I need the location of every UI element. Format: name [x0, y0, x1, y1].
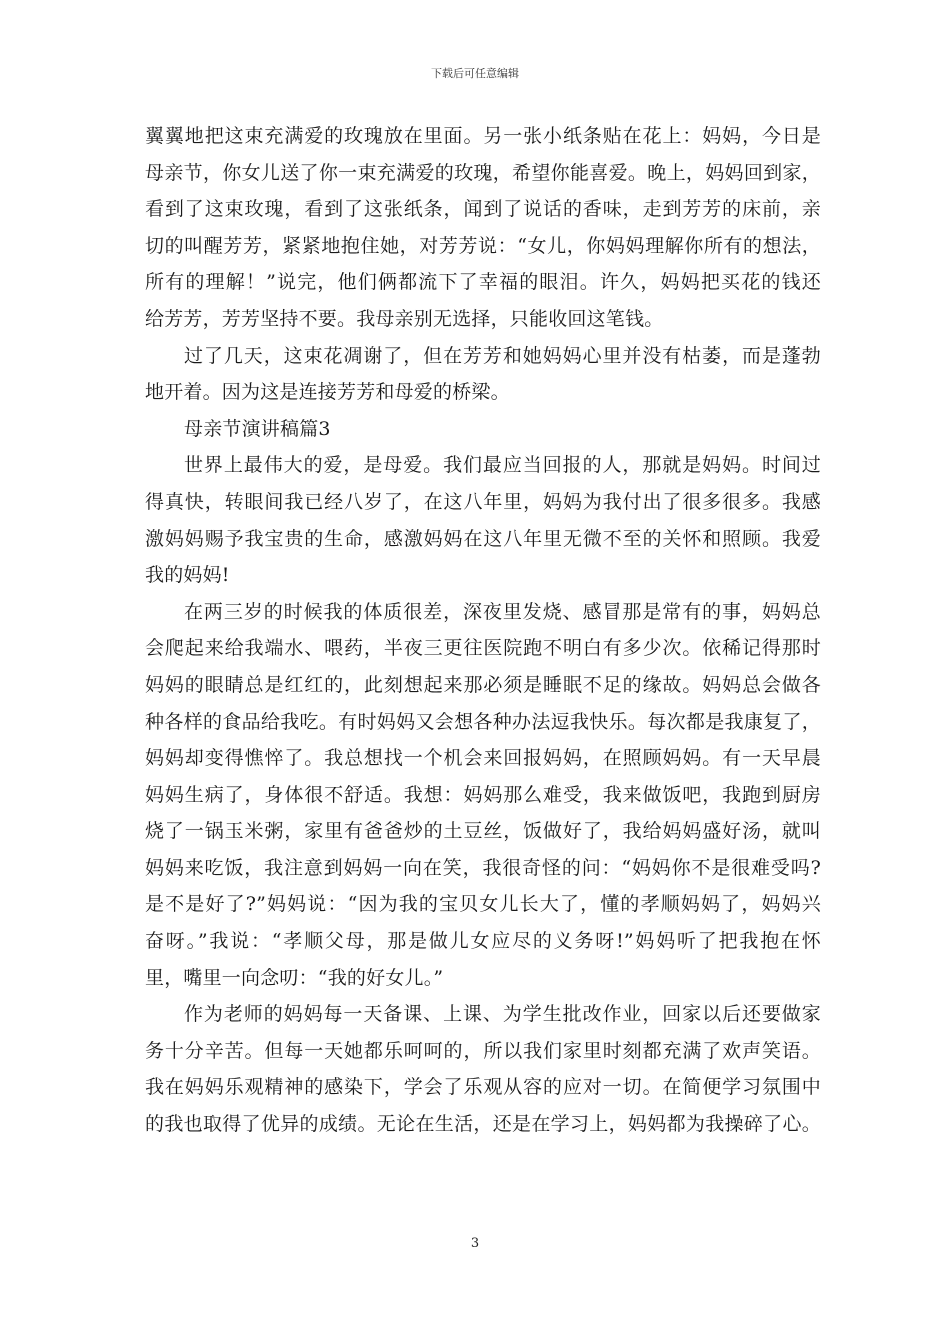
text-line: 妈妈来吃饭，我注意到妈妈一向在笑，我很奇怪的问：“妈妈你不是很难受吗?: [145, 856, 821, 879]
text-line: 得真快，转眼间我已经八岁了，在这八年里，妈妈为我付出了很多很多。我感: [145, 490, 821, 513]
text-line: 会爬起来给我端水、喂药，半夜三更往医院跑不明白有多少次。依稀记得那时: [145, 637, 821, 660]
text-line: 我的妈妈!: [145, 564, 230, 587]
text-line: 奋呀。”我说：“孝顺父母，那是做儿女应尽的义务呀!”妈妈听了把我抱在怀: [145, 930, 821, 953]
text-line: 激妈妈赐予我宝贵的生命，感激妈妈在这八年里无微不至的关怀和照顾。我爱: [145, 527, 821, 550]
text-line: 翼翼地把这束充满爱的玫瑰放在里面。另一张小纸条贴在花上：妈妈，今日是: [145, 125, 821, 147]
text-line: 地开着。因为这是连接芳芳和母爱的桥梁。: [145, 381, 510, 404]
page-number: 3: [470, 1236, 480, 1251]
section-heading: 母亲节演讲稿篇3: [184, 417, 331, 440]
text-line: 烧了一锅玉米粥，家里有爸爸炒的土豆丝，饭做好了，我给妈妈盛好汤，就叫: [145, 820, 821, 843]
text-line: 是不是好了?”妈妈说：“因为我的宝贝女儿长大了，懂的孝顺妈妈了，妈妈兴: [145, 893, 821, 916]
text-line: 里，嘴里一向念叨：“我的好女儿。”: [145, 966, 444, 989]
text-line: 我在妈妈乐观精神的感染下，学会了乐观从容的应对一切。在简便学习氛围中: [145, 1076, 821, 1099]
text-line: 妈妈的眼睛总是红红的，此刻想起来那必须是睡眠不足的缘故。妈妈总会做各: [145, 673, 821, 696]
text-line: 给芳芳，芳芳坚持不要。我母亲别无选择，只能收回这笔钱。: [145, 307, 664, 330]
text-line: 所有的理解！”说完，他们俩都流下了幸福的眼泪。许久，妈妈把买花的钱还: [145, 271, 821, 294]
text-line: 切的叫醒芳芳，紧紧地抱住她，对芳芳说：“女儿，你妈妈理解你所有的想法，: [145, 234, 821, 257]
document-body: [145, 118, 821, 1143]
text-line: 务十分辛苦。但每一天她都乐呵呵的，所以我们家里时刻都充满了欢声笑语。: [145, 1039, 821, 1062]
text-line: 的我也取得了优异的成绩。无论在生活，还是在学习上，妈妈都为我操碎了心。: [145, 1113, 821, 1136]
text-line: 妈妈生病了，身体很不舒适。我想：妈妈那么难受，我来做饭吧，我跑到厨房: [145, 783, 821, 806]
paragraph-start: 世界上最伟大的爱，是母爱。我们最应当回报的人，那就是妈妈。时间过: [184, 454, 821, 477]
text-line: 妈妈却变得憔悴了。我总想找一个机会来回报妈妈，在照顾妈妈。有一天早晨: [145, 747, 821, 770]
page-header: 下载后可任意编辑: [431, 67, 519, 80]
paragraph-start: 在两三岁的时候我的体质很差，深夜里发烧、感冒那是常有的事，妈妈总: [184, 600, 821, 623]
paragraph-start: 作为老师的妈妈每一天备课、上课、为学生批改作业，回家以后还要做家: [184, 1003, 821, 1026]
text-line: 看到了这束玫瑰，看到了这张纸条，闻到了说话的香味，走到芳芳的床前，亲: [145, 198, 821, 221]
text-line: 母亲节，你女儿送了你一束充满爱的玫瑰，希望你能喜爱。晚上，妈妈回到家，: [145, 161, 821, 184]
paragraph-start: 过了几天，这束花凋谢了，但在芳芳和她妈妈心里并没有枯萎，而是蓬勃: [184, 344, 821, 367]
text-line: 种各样的食品给我吃。有时妈妈又会想各种办法逗我快乐。每次都是我康复了，: [145, 710, 821, 733]
